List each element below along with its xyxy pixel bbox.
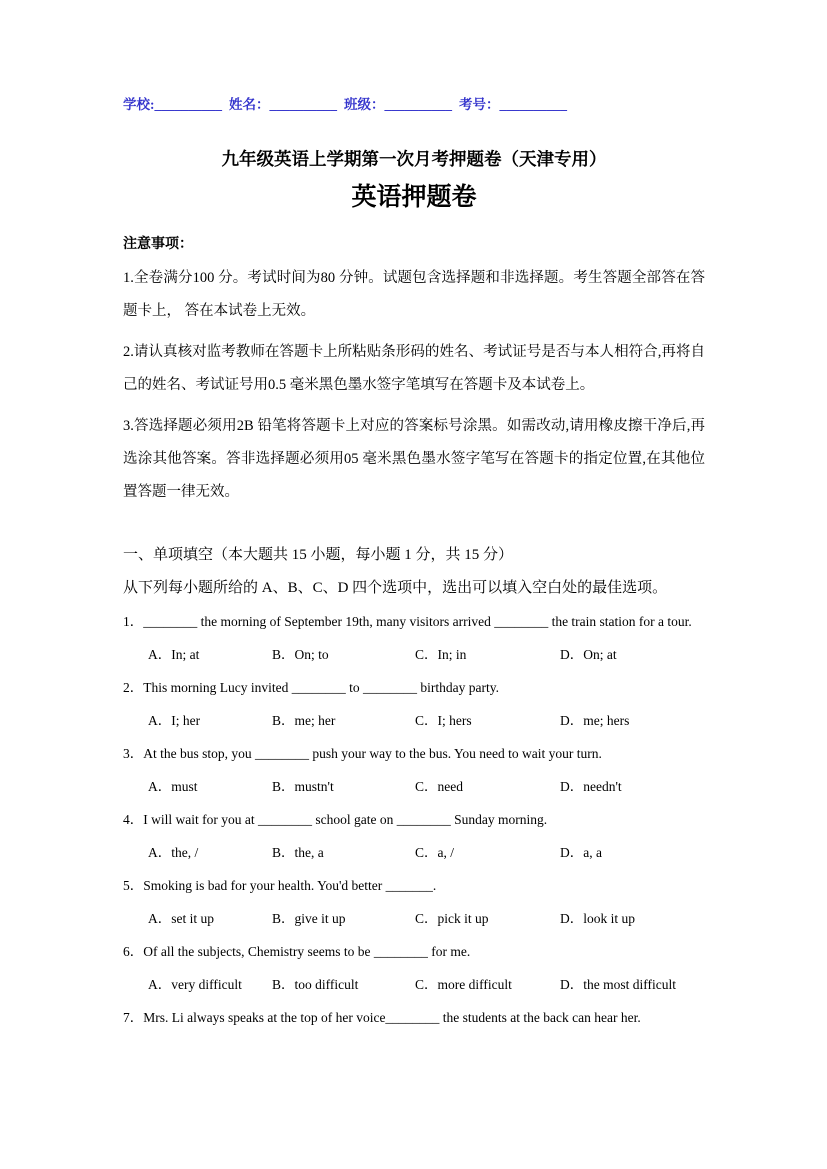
question-6-options <box>123 968 705 1001</box>
question-3-option-c: C．need <box>415 779 463 794</box>
question-3-option-b: B．mustn't <box>272 779 334 794</box>
notice-item-1: 1.全卷满分100 分。考试时间为80 分钟。试题包含选择题和非选择题。考生答题全部答在答题卡上， 答在本试卷上无效。 <box>123 270 705 319</box>
notice-item-3: 3.答选择题必须用2B 铅笔将答题卡上对应的答案标号涂黑。如需改动,请用橡皮擦干净后,再选涂其他答案。答非选择题必须用05 毫米黑色墨水签字笔写在答题卡的指定位置,在其他位置答题一律无效。 <box>123 418 705 500</box>
question-6 <box>123 935 705 1001</box>
question-5 <box>123 869 705 935</box>
question-5-stem: 5．Smoking is bad for your health. You'd better _______. <box>123 878 437 893</box>
question-5-option-c: C．pick it up <box>415 911 489 926</box>
question-6-stem: 6．Of all the subjects, Chemistry seems to be ________ for me. <box>123 944 471 959</box>
question-4-option-c: C．a, / <box>415 845 454 860</box>
question-6-option-c: C．more difficult <box>415 977 512 992</box>
question-5-option-d: D．look it up <box>560 911 636 926</box>
question-2-option-b: B．me; her <box>272 713 336 728</box>
question-7-stem: 7．Mrs. Li always speaks at the top of her voice________ the students at the back can hear her. <box>123 1010 641 1025</box>
question-1-stem: 1．________ the morning of September 19th, many visitors arrived ________ the train station for a tour. <box>123 614 692 629</box>
question-1-option-d: D．On; at <box>560 647 617 662</box>
question-2-option-c: C．I; hers <box>415 713 472 728</box>
exam-title: 九年级英语上学期第一次月考押题卷（天津专用） <box>221 149 607 169</box>
name-field: 姓名：__________ <box>229 97 337 112</box>
question-4-stem: 4．I will wait for you at ________ school gate on ________ Sunday morning. <box>123 812 548 827</box>
question-4-options <box>123 836 705 869</box>
school-field: 学校:__________ <box>123 97 222 112</box>
question-1-option-c: C．In; in <box>415 647 467 662</box>
question-1-option-a: A．In; at <box>148 647 200 662</box>
question-2-stem: 2．This morning Lucy invited ________ to ________ birthday party. <box>123 680 499 695</box>
question-1-option-b: B．On; to <box>272 647 329 662</box>
question-3-options <box>123 770 705 803</box>
class-field: 班级：__________ <box>344 97 452 112</box>
question-1-options <box>123 638 705 671</box>
question-7 <box>123 1001 705 1034</box>
question-3-option-a: A．must <box>148 779 198 794</box>
question-2 <box>123 671 705 737</box>
notice-item-2: 2.请认真核对监考教师在答题卡上所粘贴条形码的姓名、考试证号是否与本人相符合,再将自己的姓名、考试证号用0.5 毫米黑色墨水签字笔填写在答题卡及本试卷上。 <box>123 344 705 393</box>
exam-subtitle: 英语押题卷 <box>351 184 477 211</box>
question-4 <box>123 803 705 869</box>
question-5-options <box>123 902 705 935</box>
question-4-option-a: A．the, / <box>148 845 199 860</box>
section-one-instruction: 从下列每小题所给的 A、B、C、D 四个选项中，选出可以填入空白处的最佳选项。 <box>123 580 668 596</box>
question-2-options <box>123 704 705 737</box>
exam-number-field: 考号：__________ <box>459 97 567 112</box>
notice-heading: 注意事项： <box>123 237 193 252</box>
question-6-option-d: D．the most difficult <box>560 977 676 992</box>
student-info-line <box>123 96 705 114</box>
question-4-option-d: D．a, a <box>560 845 602 860</box>
question-6-option-b: B．too difficult <box>272 977 359 992</box>
question-3-option-d: D．needn't <box>560 779 622 794</box>
question-4-option-b: B．the, a <box>272 845 324 860</box>
question-5-option-a: A．set it up <box>148 911 214 926</box>
question-3 <box>123 737 705 803</box>
question-2-option-a: A．I; her <box>148 713 201 728</box>
question-3-stem: 3．At the bus stop, you ________ push your way to the bus. You need to wait your turn. <box>123 746 602 761</box>
question-2-option-d: D．me; hers <box>560 713 630 728</box>
question-6-option-a: A．very difficult <box>148 977 242 992</box>
question-1 <box>123 605 705 671</box>
question-5-option-b: B．give it up <box>272 911 346 926</box>
section-one-heading: 一、单项填空（本大题共 15 小题，每小题 1 分，共 15 分） <box>123 547 514 563</box>
